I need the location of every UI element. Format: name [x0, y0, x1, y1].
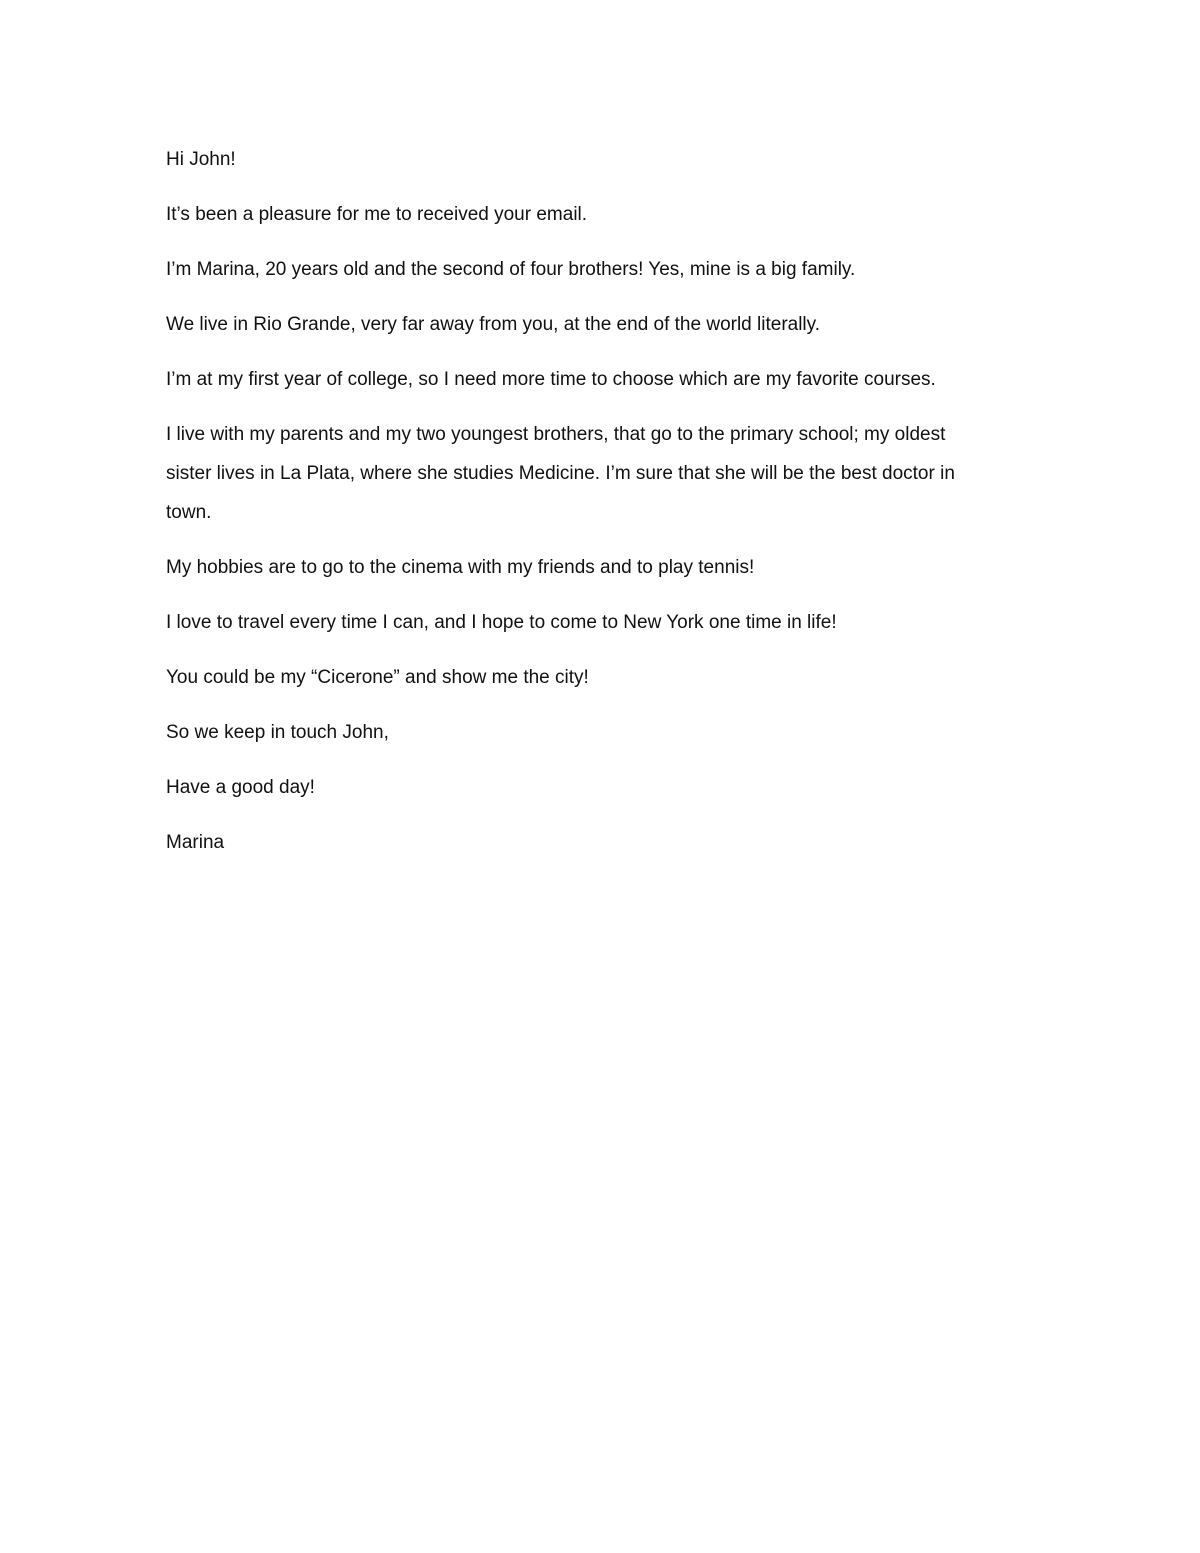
letter-paragraph: So we keep in touch John, — [166, 722, 389, 743]
letter-paragraph: I live with my parents and my two youngest brothers, that go to the primary school; my oldest sister lives in La Plata, where she studies Medicine. I’m sure that she will be the best doctor in town. — [166, 424, 955, 523]
letter-paragraph: We live in Rio Grande, very far away from you, at the end of the world literally. — [166, 314, 821, 335]
letter-paragraph: My hobbies are to go to the cinema with my friends and to play tennis! — [166, 557, 755, 578]
letter-paragraph: I love to travel every time I can, and I hope to come to New York one time in life! — [166, 612, 837, 633]
letter-paragraph: It’s been a pleasure for me to received your email. — [166, 204, 588, 225]
letter-signature: Marina — [166, 832, 225, 853]
letter-paragraph: I’m at my first year of college, so I need more time to choose which are my favorite courses. — [166, 369, 936, 390]
letter-greeting: Hi John! — [166, 149, 236, 170]
letter-paragraph: Have a good day! — [166, 777, 315, 798]
letter-body — [166, 140, 1046, 878]
letter-paragraph: You could be my “Cicerone” and show me the city! — [166, 667, 589, 688]
letter-paragraph: I’m Marina, 20 years old and the second of four brothers! Yes, mine is a big family. — [166, 259, 856, 280]
